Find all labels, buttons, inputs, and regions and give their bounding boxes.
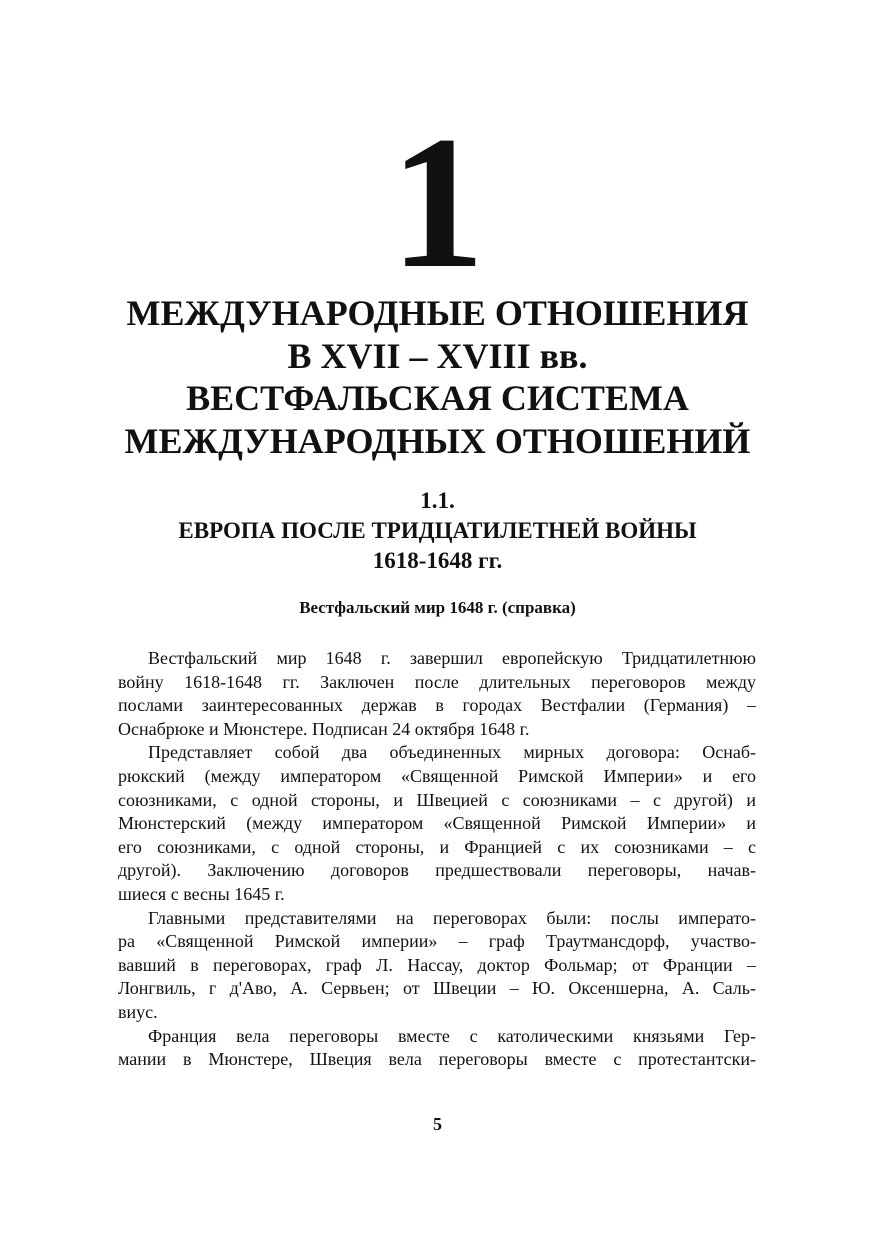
chapter-title-line: ВЕСТФАЛЬСКАЯ СИСТЕМА xyxy=(186,378,689,418)
text-line: Мюнстерский (между императором «Священной Римской Империи» и xyxy=(118,813,756,834)
text-line: вавший в переговорах, граф Л. Нассау, доктор Фольмар; от Франции – xyxy=(118,954,756,975)
text-line: шиеся с весны 1645 г. xyxy=(118,883,285,904)
text-line: мании в Мюнстере, Швеция вела переговоры вместе с протестантски- xyxy=(118,1049,756,1070)
body-text xyxy=(118,647,756,1072)
text-line: его союзниками, с одной стороны, и Францией с их союзниками – с xyxy=(118,836,756,857)
text-line: Франция вела переговоры вместе с католическими князьями Гер- xyxy=(148,1025,756,1046)
text-line: войну 1618-1648 гг. Заключен после длительных переговоров между xyxy=(118,671,756,692)
text-line: союзниками, с одной стороны, и Швецией с союзниками – с другой) и xyxy=(118,789,756,810)
subheading: Вестфальский мир 1648 г. (справка) xyxy=(299,598,576,617)
text-line: виус. xyxy=(118,1001,158,1022)
text-line: Главными представителями на переговорах были: послы императо- xyxy=(148,907,756,928)
text-line: рюкский (между императором «Священной Римской Империи» и его xyxy=(118,765,756,786)
text-line: послами заинтересованных держав в городах Вестфалии (Германия) – xyxy=(118,695,756,716)
text-line: Вестфальский мир 1648 г. завершил европейскую Тридцатилетнюю xyxy=(148,648,756,668)
text-line: Лонгвиль, г д'Аво, А. Сервьен; от Швеции – Ю. Оксеншерна, А. Саль- xyxy=(118,978,756,999)
section-heading xyxy=(60,486,815,576)
text-line: ра «Священной Римской империи» – граф Траутмансдорф, участво- xyxy=(118,931,756,952)
chapter-title-line: МЕЖДУНАРОДНЫЕ ОТНОШЕНИЯ xyxy=(126,293,749,333)
paragraph-1 xyxy=(118,647,756,741)
chapter-title-line: МЕЖДУНАРОДНЫХ ОТНОШЕНИЙ xyxy=(124,420,751,461)
section-title-line: ЕВРОПА ПОСЛЕ ТРИДЦАТИЛЕТНЕЙ ВОЙНЫ xyxy=(178,518,697,543)
text-line: Оснабрюке и Мюнстере. Подписан 24 октября 1648 г. xyxy=(118,718,530,739)
section-title-line: 1618-1648 гг. xyxy=(372,548,503,573)
text-line: другой). Заключению договоров предшествовали переговоры, начав- xyxy=(118,860,756,881)
chapter-number: 1 xyxy=(390,98,485,308)
chapter-title xyxy=(60,292,815,462)
chapter-title-line: В XVII – XVIII вв. xyxy=(287,335,588,376)
paragraph-3 xyxy=(118,907,756,1025)
paragraph-2 xyxy=(118,741,756,906)
text-line: Представляет собой два объединенных мирных договора: Оснаб- xyxy=(148,742,756,763)
paragraph-4 xyxy=(118,1025,756,1072)
page-number: 5 xyxy=(433,1114,442,1134)
section-number: 1.1. xyxy=(420,488,455,513)
